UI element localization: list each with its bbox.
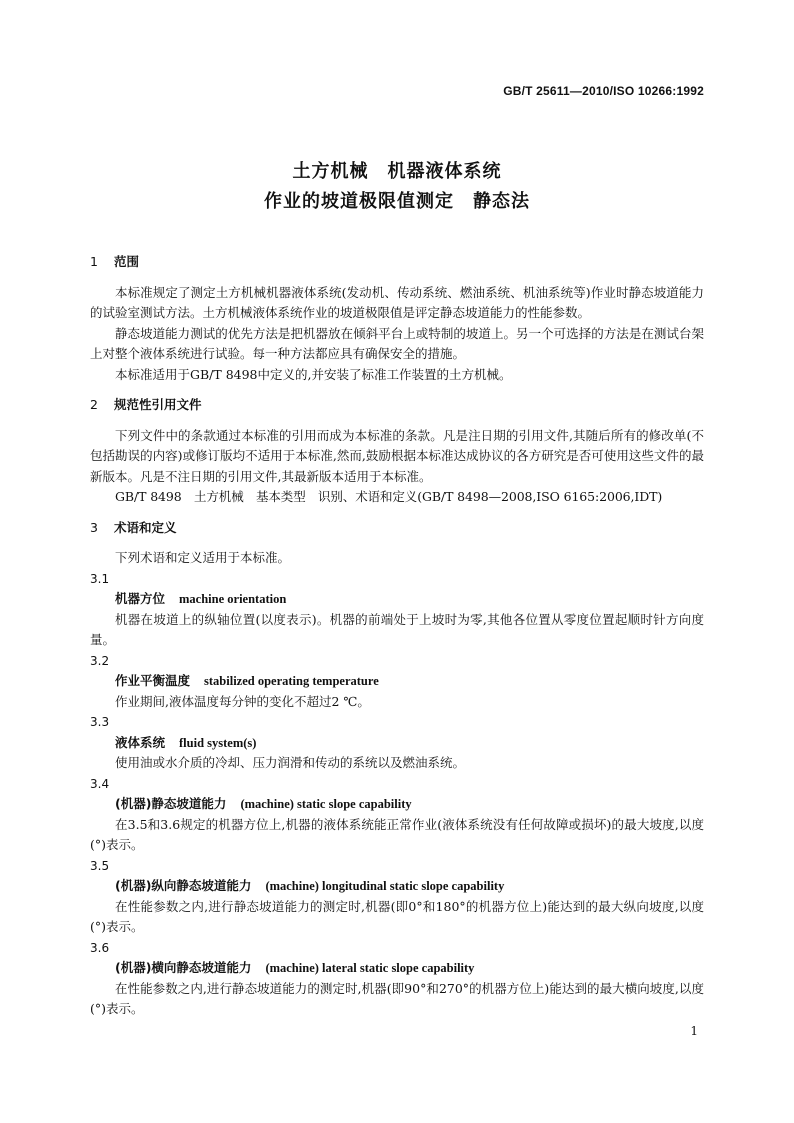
term-name-zh: 机器方位 (115, 591, 166, 606)
term-name (90, 958, 704, 979)
term-name (90, 733, 704, 754)
term-name-zh: 液体系统 (115, 734, 166, 750)
section-1-heading (90, 252, 704, 273)
term-name-en: fluid system(s) (179, 735, 257, 750)
term-name-en: (machine) lateral static slope capability (265, 961, 475, 975)
term-name-en: stabilized operating temperature (204, 674, 379, 688)
term-definition: 作业期间,液体温度每分钟的变化不超过2 ℃。 (115, 693, 370, 709)
section-title: 术语和定义 (114, 519, 177, 535)
term-name-zh: (机器)纵向静态坡道能力 (115, 878, 252, 893)
term-name (90, 876, 704, 897)
term-name-en: (machine) static slope capability (240, 797, 412, 811)
paragraph: 本标准规定了测定土方机械机器液体系统(发动机、传动系统、燃油系统、机油系统等)作业时静态坡道能力的试验室测试方法。土方机械液体系统作业的坡道极限值是评定静态坡道能力的性能参数。 (90, 284, 704, 320)
paragraph: 本标准适用于GB/T 8498中定义的,并安装了标准工作装置的土方机械。 (115, 366, 512, 382)
normative-reference: GB/T 8498 土方机械 基本类型 识别、术语和定义(GB/T 8498—2008,ISO 6165:2006,IDT) (115, 489, 663, 504)
term-name-en: machine orientation (179, 592, 287, 606)
term-number: 3.5 (90, 858, 110, 873)
section-number: 1 (90, 254, 98, 269)
section-title: 规范性引用文件 (114, 397, 202, 412)
section-title: 范围 (114, 254, 140, 269)
paragraph: 下列术语和定义适用于本标准。 (115, 550, 291, 565)
paragraph: 下列文件中的条款通过本标准的引用而成为本标准的条款。凡是注日期的引用文件,其随后所有的修改单(不包括勘误的内容)或修订版均不适用于本标准,然而,鼓励根据本标准达成协议的各方研究是否可使用这些文件的最新版本。凡是不注日期的引用文件,其最新版本适用于本标准。 (90, 427, 704, 484)
section-number: 3 (90, 519, 98, 535)
term-name (90, 589, 704, 610)
standard-code: GB/T 25611—2010/ISO 10266:1992 (503, 84, 704, 98)
document-body (90, 252, 704, 1020)
section-number: 2 (90, 397, 98, 412)
term-definition: 使用油或水介质的冷却、压力润滑和传动的系统以及燃油系统。 (115, 755, 466, 770)
page-number: 1 (690, 1024, 698, 1038)
term-name-zh: 作业平衡温度 (115, 673, 191, 688)
document-title-line-1: 土方机械 机器液体系统 (292, 161, 502, 182)
term-definition: 机器在坡道上的纵轴位置(以度表示)。机器的前端处于上坡时为零,其他各位置从零度位置起顺时针方向度量。 (90, 611, 704, 647)
term-number: 3.1 (90, 571, 110, 586)
term-definition: 在性能参数之内,进行静态坡道能力的测定时,机器(即0°和180°的机器方位上)能达到的最大纵向坡度,以度(°)表示。 (90, 898, 704, 934)
term-number: 3.6 (90, 940, 110, 955)
term-number: 3.4 (90, 776, 110, 791)
term-name-zh: (机器)横向静态坡道能力 (115, 960, 252, 975)
term-number: 3.3 (90, 715, 110, 729)
section-2-heading (90, 395, 704, 416)
term-name-en: (machine) longitudinal static slope capability (265, 879, 505, 893)
term-name (90, 671, 704, 692)
document-title-line-2: 作业的坡道极限值测定 静态法 (264, 191, 530, 212)
term-definition: 在性能参数之内,进行静态坡道能力的测定时,机器(即90°和270°的机器方位上)能达到的最大横向坡度,以度(°)表示。 (90, 980, 704, 1016)
section-3-heading (90, 518, 704, 539)
term-name-zh: (机器)静态坡道能力 (115, 796, 227, 811)
term-number: 3.2 (90, 653, 110, 668)
term-name (90, 794, 704, 815)
term-definition: 在3.5和3.6规定的机器方位上,机器的液体系统能正常作业(液体系统没有任何故障或损坏)的最大坡度,以度(°)表示。 (90, 816, 704, 852)
paragraph: 静态坡道能力测试的优先方法是把机器放在倾斜平台上或特制的坡道上。另一个可选择的方法是在测试台架上对整个液体系统进行试验。每一种方法都应具有确保安全的措施。 (90, 325, 704, 361)
